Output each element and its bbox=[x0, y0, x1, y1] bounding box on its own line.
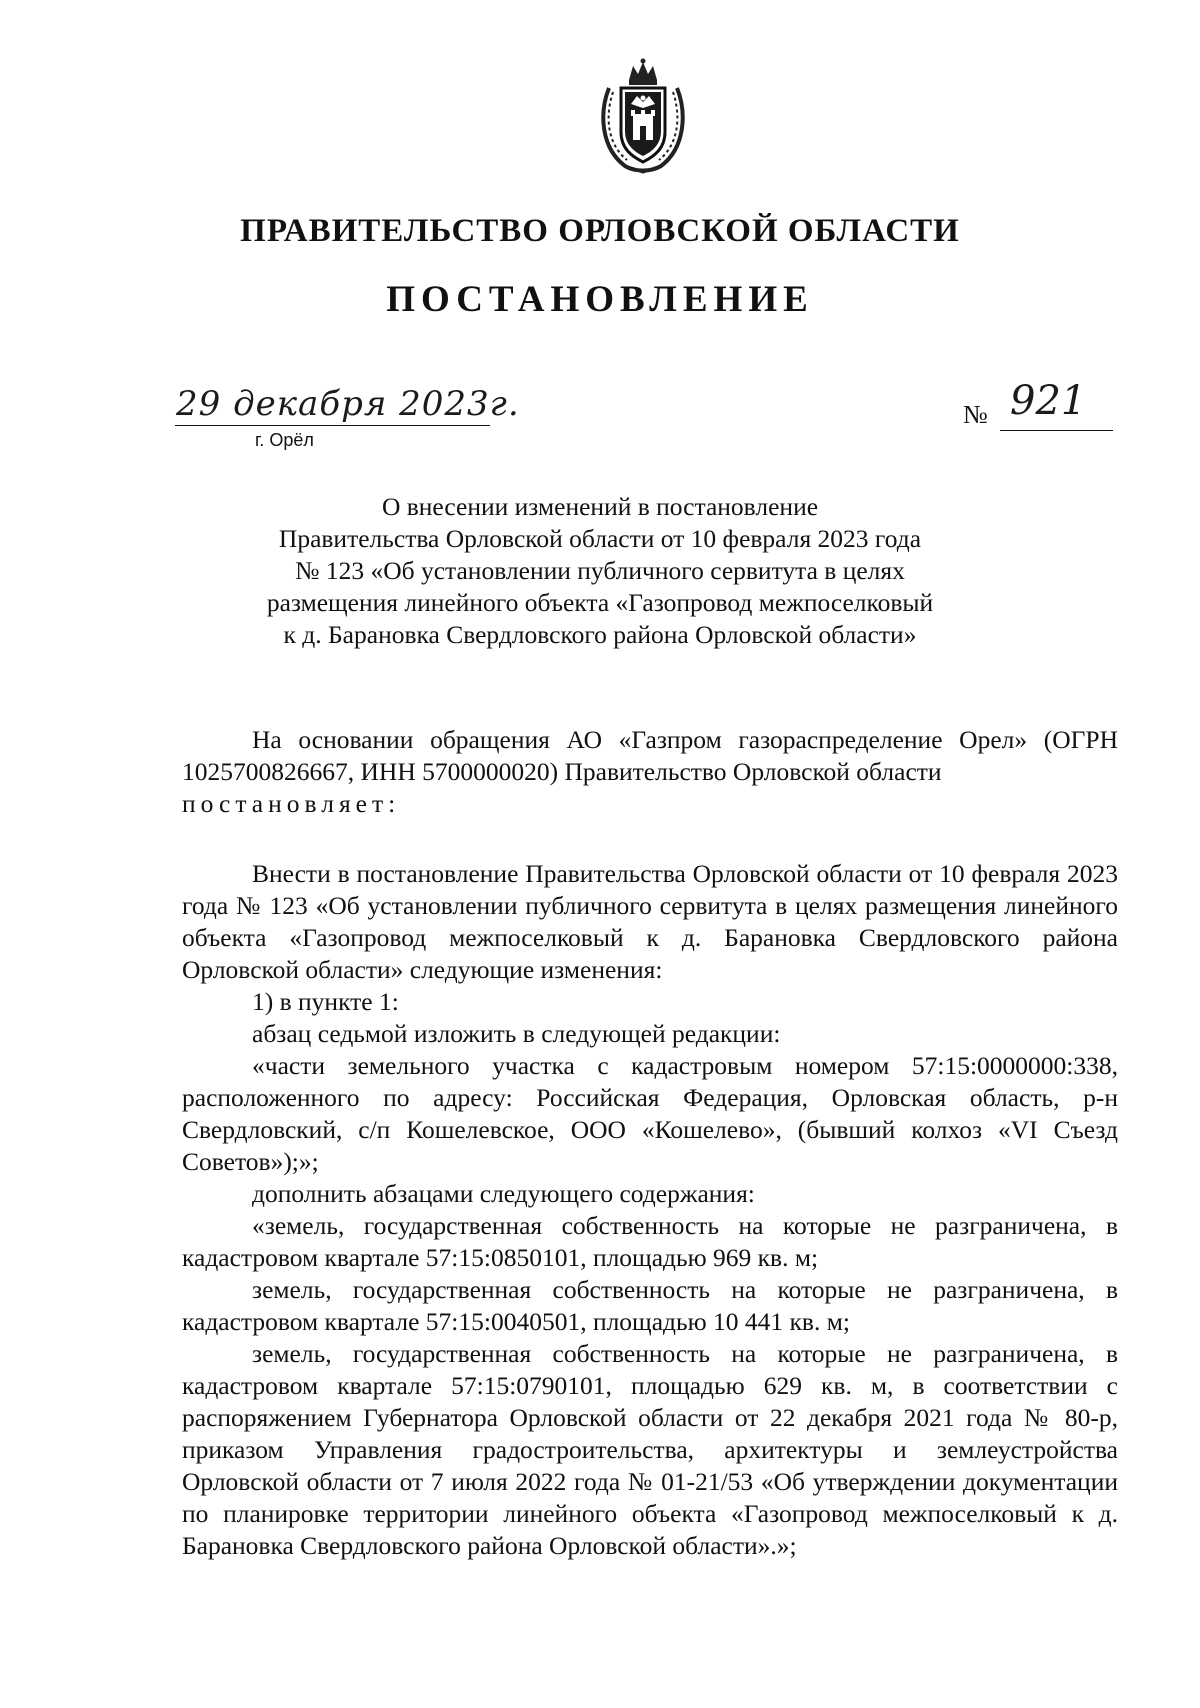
organization-title: ПРАВИТЕЛЬСТВО ОРЛОВСКОЙ ОБЛАСТИ bbox=[240, 213, 960, 249]
handwritten-date: 29 декабря 2023г. bbox=[176, 384, 520, 424]
document-body bbox=[182, 724, 1118, 1562]
subject-line: № 123 «Об установлении публичного сервитута в целях bbox=[295, 556, 905, 585]
subject-line: размещения линейного объекта «Газопровод межпоселковый bbox=[266, 588, 934, 617]
document-subject bbox=[190, 491, 1010, 651]
land-paragraph-3: земель, государственная собственность на которые не разграничена, в кадастровом квартале 57:15:0790101, площадью 629 кв. м, в соответствии с распоряжением Губернатора Орловской области от 22 декабря 2021 года № 80-р, приказом Управления градостроительства, архитектуры и землеустройства Орловской области от 7 июля 2022 года № 01-21/53 «Об утверждении документации по планировке территории линейного объекта «Газопровод межпоселковый к д. Барановка Свердловского района Орловской области».»; bbox=[182, 1339, 1118, 1560]
land-paragraph-2: земель, государственная собственность на которые не разграничена, в кадастровом квартале 57:15:0040501, площадью 10 441 кв. м; bbox=[182, 1275, 1118, 1336]
date-underline bbox=[175, 425, 490, 426]
item-1-paragraph: 1) в пункте 1: bbox=[252, 987, 399, 1016]
number-label: № bbox=[963, 400, 988, 429]
intro-paragraph: Внести в постановление Правительства Орловской области от 10 февраля 2023 года № 123 «Об установлении публичного сервитута в целях размещения линейного объекта «Газопровод межпоселковый к д. Барановка Свердловского района Орловской области» следующие изменения: bbox=[182, 859, 1118, 984]
land-part-paragraph: «части земельного участка с кадастровым номером 57:15:0000000:338, расположенного по адресу: Российская Федерация, Орловская область, р-н Свердловский, с/п Кошелевское, ООО «Кошелево», (бывший колхоз «VI Съезд Советов»);»; bbox=[182, 1051, 1118, 1176]
resolves-word: постановляет: bbox=[182, 789, 401, 818]
subject-line: Правительства Орловской области от 10 февраля 2023 года bbox=[278, 524, 922, 553]
handwritten-number: 921 bbox=[1010, 378, 1087, 424]
paragraph-seven-instruction: абзац седьмой изложить в следующей редакции: bbox=[252, 1019, 781, 1048]
orel-oblast-coat-of-arms-icon bbox=[595, 58, 691, 178]
supplement-instruction: дополнить абзацами следующего содержания: bbox=[252, 1179, 755, 1208]
land-paragraph-1: «земель, государственная собственность на которые не разграничена, в кадастровом квартале 57:15:0850101, площадью 969 кв. м; bbox=[182, 1211, 1118, 1272]
city-label: г. Орёл bbox=[255, 430, 314, 450]
subject-line: к д. Барановка Свердловского района Орловской области» bbox=[283, 620, 917, 649]
subject-line: О внесении изменений в постановление bbox=[381, 492, 819, 521]
preamble-paragraph: На основании обращения АО «Газпром газораспределение Орел» (ОГРН 1025700826667, ИНН 5700000020) Правительство Орловской области bbox=[182, 725, 1118, 786]
number-underline bbox=[1000, 430, 1113, 431]
document-type-title: ПОСТАНОВЛЕНИЕ bbox=[386, 279, 814, 320]
